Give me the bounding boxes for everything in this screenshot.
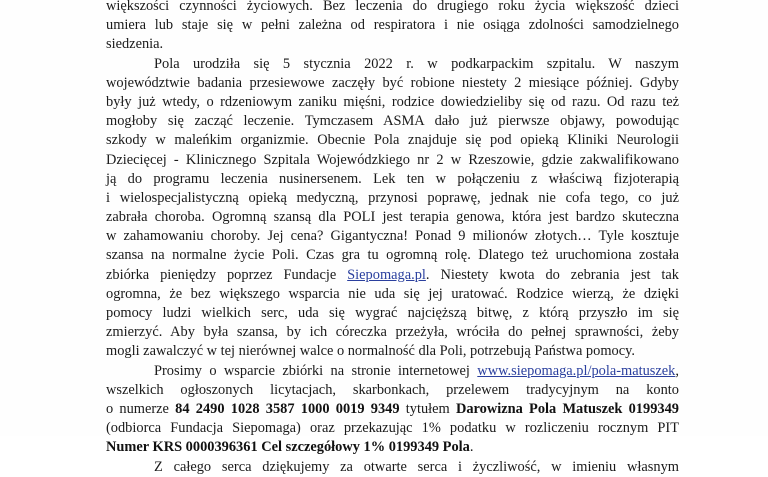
text-segment: o numerze xyxy=(106,400,176,417)
text-line: i wielospecjalistyczną opieką medyczną, przynosi poprawę, jednak nie cofa tego, co już xyxy=(106,189,679,206)
krs-number: Numer KRS 0000396361 Cel szczegółowy 1% 0199349 Pola xyxy=(106,439,470,456)
text-line: Pola urodziła się 5 stycznia 2022 r. w podkarpackim szpitalu. W naszym xyxy=(154,55,679,72)
paragraph-sma-description xyxy=(106,0,679,55)
document-body xyxy=(106,0,679,477)
text-line: większości czynności życiowych. Bez leczenia do drugiego roku życia większość dzieci xyxy=(106,0,679,14)
siepomaga-link[interactable]: Siepomaga.pl xyxy=(347,266,426,283)
text-line-krs xyxy=(106,438,679,457)
text-line: pomocy ludzi wielkich serc, uda się wygrać najcięższą bitwę, z którą przyszło im się xyxy=(106,305,679,321)
text-line: zabrała choroba. Ogromną szansą dla POLI jest terapia genowa, która jest bardzo skuteczna xyxy=(106,209,679,226)
text-line: województwie badania przesiewowe zaczęły być robione niestety 2 miesiące później. Gdyby xyxy=(106,74,679,91)
transfer-title: Darowizna Pola Matuszek 0199349 xyxy=(455,400,679,417)
text-segment: Prosimy o wsparcie zbiórki na stronie internetowej xyxy=(154,362,478,379)
text-line: wszelkich ogłoszonych licytacjach, skarbonkach, przelewem tradycyjnym na konto xyxy=(106,381,679,398)
paragraph-pola-story xyxy=(106,55,679,362)
text-line-with-link xyxy=(106,266,679,285)
text-line: (odbiorca Fundacja Siepomaga) oraz przekazując 1% podatku w rozliczeniu rocznym PIT xyxy=(106,420,679,437)
text-line-cut-off: Z całego serca dziękujemy za otwarte serca i życzliwość, w imieniu własnym xyxy=(154,458,679,475)
text-line: szansa na normalne życie Poli. Czas gra tu ogromną rolę. Dlatego też uruchomiona została xyxy=(106,247,679,264)
text-line: umiera lub staje się w pełni zależna od respiratora i nie osiąga zdolności samodzielnego xyxy=(106,17,679,34)
text-line: szkody w maleńkim organizmie. Obecnie Pola znajduje się pod opieką Kliniki Neurologii xyxy=(106,132,679,149)
text-segment: . xyxy=(469,439,474,456)
text-line-with-link xyxy=(106,362,679,381)
text-segment: zbiórka pieniędzy poprzez Fundacje xyxy=(106,266,348,283)
text-line: Dziecięcej - Klinicznego Szpitala Wojewódzkiego nr 2 w Rzeszowie, gdzie zakwalifikowano xyxy=(106,151,679,168)
text-line: ogromna, że bez większego wsparcia nie uda się jej uratować. Rodzice wierzą, że dzięki xyxy=(106,285,679,302)
text-line: mogłoby się zacząć leczenie. Tymczasem ASMA dało już pierwsze objawy, powodując xyxy=(106,113,679,130)
text-line: mogli zawalczyć w tej nierównej walce o normalność dla Poli, potrzebują Państwa pomocy. xyxy=(106,343,635,360)
text-line: zmierzyć. Aby była szansa, by ich córeczka przeżyła, wróciła do pełnej sprawności, żeby xyxy=(106,324,679,341)
fundraiser-url-link[interactable]: www.siepomaga.pl/pola-matuszek xyxy=(477,362,676,379)
paragraph-donation-info xyxy=(106,362,679,458)
text-line-account xyxy=(106,400,679,419)
text-segment: . Niestety kwota do zebrania jest tak xyxy=(425,266,679,283)
text-segment: , xyxy=(675,362,679,379)
bank-account-number: 84 2490 1028 3587 1000 0019 9349 xyxy=(175,400,400,417)
text-segment: tytułem xyxy=(399,400,456,417)
text-line: ją do programu leczenia nusinersenem. Lek ten w połączeniu z właściwą fizjoterapią xyxy=(106,170,679,187)
text-line: były już wtedy, o rdzeniowym zaniku mięśni, rodzice dowiedzieliby się od razu. Od razu też xyxy=(106,93,679,110)
text-line: siedzenia. xyxy=(106,36,164,53)
paragraph-thanks-partial xyxy=(106,458,679,477)
text-line: w zahamowaniu choroby. Jej cena? Gigantyczna! Ponad 9 milionów złotych… Tyle kosztuje xyxy=(106,228,679,245)
